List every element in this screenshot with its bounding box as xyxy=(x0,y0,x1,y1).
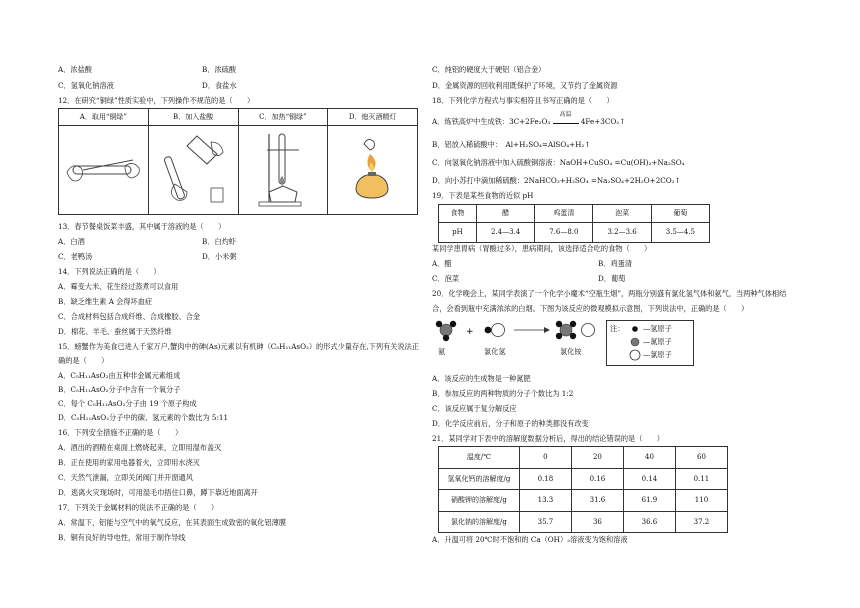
q18-option-a-products: 4Fe+3CO₂↑ xyxy=(580,117,626,126)
q20-option-d: D．化学反应前后，分子和原子的种类都没有改变 xyxy=(432,419,589,428)
add-acid-illustration xyxy=(149,126,237,214)
q19-cell: 泡菜 xyxy=(593,205,651,223)
heat-powder-illustration xyxy=(239,126,327,214)
q21-cell: 13.3 xyxy=(519,490,571,512)
equals-line xyxy=(553,123,579,124)
q21-cell: 硝酸钾的溶解度/g xyxy=(439,490,520,512)
q20-option-a: A．该反应的生成物是一种氮肥 xyxy=(432,374,531,383)
q11-option-d: D．食盐水 xyxy=(202,81,237,90)
q16-option-c: C．天然气泄漏，立即关闭阀门并开窗通风 xyxy=(58,473,193,482)
q15-option-d: D．C₅H₁₁AsO₂分子中的碳、氢元素的个数比为 5:11 xyxy=(58,413,229,422)
q21-option-a: A．升温可将 20℃时不饱和的 Ca（OH）₂溶液变为饱和溶液 xyxy=(432,535,628,544)
q21-cell: 0.11 xyxy=(675,469,727,490)
q21-cell: 36 xyxy=(571,512,623,533)
q21-cell: 氯化钠的溶解度/g xyxy=(439,512,520,533)
q18-reaction-arrow xyxy=(553,111,579,124)
label-hydrogen-chloride: 氯化氢 xyxy=(484,347,506,356)
q13-option-c: C．老鸭汤 xyxy=(58,252,93,261)
q19-cell: pH xyxy=(439,223,477,243)
q19-cell: 7.6—8.0 xyxy=(535,223,593,243)
q20-stem-line1: 20．化学晚会上，某同学表演了一个化学小魔术“空瓶生烟”，两瓶分别盛有氯化氢气体和氨气，当两种气体相结 xyxy=(432,289,787,298)
q19-cell: 3.2—3.6 xyxy=(593,223,651,243)
q12-image-c xyxy=(238,126,328,215)
take-powder-illustration xyxy=(59,126,147,214)
q21-cell: 0.16 xyxy=(571,469,623,490)
legend-nitrogen: —氮原子 xyxy=(643,337,672,346)
q21-stem: 21．某同学对下表中的溶解度数据分析后，得出的结论错误的是（ ） xyxy=(432,434,664,443)
q19-cell: 3.5—4.5 xyxy=(651,223,709,243)
q13-option-a: A．白酒 xyxy=(58,237,85,246)
alcohol-lamp-illustration xyxy=(328,126,416,214)
svg-text:+: + xyxy=(466,327,474,337)
q18-stem: 18．下列化学方程式与事实相符且书写正确的是（ ） xyxy=(432,96,614,105)
q19-cell: 2.4—3.4 xyxy=(476,223,534,243)
q19-cell: 葡萄 xyxy=(651,205,709,223)
q21-cell: 31.6 xyxy=(571,490,623,512)
q19-cell: 鸡蛋清 xyxy=(535,205,593,223)
q21-header-cell: 20 xyxy=(571,447,623,469)
q21-solubility-table xyxy=(438,446,728,533)
q18-option-b: B．铝放入稀硫酸中： Al+H₂SO₄=AlSO₄+H₂↑ xyxy=(432,140,591,149)
q21-cell: 37.2 xyxy=(675,512,727,533)
q20-option-b: B．参加反应的两种物质的分子个数比为 1:2 xyxy=(432,389,574,398)
q15-option-b: B．C₅H₁₁AsO₂分子中含有一个氧分子 xyxy=(58,385,181,394)
q12-header-d: D．熄灭酒精灯 xyxy=(328,109,418,126)
q12-header-b: B．加入盐酸 xyxy=(148,109,238,126)
q21-cell: 61.9 xyxy=(623,490,675,512)
q19-stem: 19．下表是某些食物的近似 pH xyxy=(432,191,534,200)
q15-option-a: A．C₅H₁₁AsO₂由五种非金属元素组成 xyxy=(58,371,181,380)
q16-option-b: B．正在使用的家用电器着火，立即用水浇灭 xyxy=(58,458,200,467)
q12-image-d xyxy=(328,126,418,215)
q17-option-d: D．金属资源的回收利用既保护了环境，又节约了金属资源 xyxy=(432,81,618,90)
q20-option-c: C．该反应属于复分解反应 xyxy=(432,404,517,413)
q20-stem-line2: 合，会看到瓶中充满浓浓的白烟。下图为该反应的微观模拟示意图，下列说法中，正确的是（ ） xyxy=(432,304,749,313)
q20-reaction-diagram xyxy=(432,318,782,362)
q17-option-c: C．纯铝的硬度大于硬铝（铝合金） xyxy=(432,65,546,74)
q13-option-d: D．小米粥 xyxy=(202,252,237,261)
q13-option-b: B．白灼虾 xyxy=(202,237,237,246)
q12-table xyxy=(58,108,418,215)
q21-cell: 0.14 xyxy=(623,469,675,490)
q21-cell: 36.6 xyxy=(623,512,675,533)
q19-option-b: B．鸡蛋清 xyxy=(598,259,633,268)
q12-header-a: A．取用“铜绿” xyxy=(59,109,149,126)
label-ammonium-chloride: 氯化铵 xyxy=(560,347,582,356)
q18-option-c: C．向氢氧化钠溶液中加入硫酸铜溶液：NaOH+CuSO₄ =Cu(OH)₂+Na₂SO₄ xyxy=(432,158,685,167)
q14-option-b: B．缺乏维生素 A 会得坏血症 xyxy=(58,297,153,306)
q14-option-d: D．棉花、羊毛、蚕丝属于天然纤维 xyxy=(58,327,172,336)
q18-condition-label: 高温 xyxy=(559,111,572,118)
q18-option-d: D．向小苏打中滴加稀硫酸：2NaHCO₃+H₂SO₄ =Na₂SO₄+2H₂O+2CO₂↑ xyxy=(432,176,681,185)
label-ammonia: 氨 xyxy=(438,347,446,356)
q11-option-c: C．氢氧化钠溶液 xyxy=(58,81,114,90)
q19-ph-table xyxy=(438,204,710,243)
q21-cell: 35.7 xyxy=(519,512,571,533)
legend-title: 注： xyxy=(610,324,625,333)
q17-option-b: B．铜有良好的导电性，常用于制作导线 xyxy=(58,533,186,542)
q15-option-c: C．每个 C₅H₁₁AsO₂分子由 19 个原子构成 xyxy=(58,399,197,408)
q18-option-a xyxy=(432,111,626,126)
q21-header-cell: 40 xyxy=(623,447,675,469)
q18-option-a-reactants: A．炼铁高炉中生成铁：3C+2Fe₂O₃ xyxy=(432,117,551,126)
q14-option-a: A．霉变大米、花生经过蒸煮可以食用 xyxy=(58,282,179,291)
q17-option-a: A．常温下，铝能与空气中的氧气反应，在其表面生成致密的氧化铝薄膜 xyxy=(58,518,287,527)
q13-stem: 13．春节餐桌饭菜丰盛，其中属于溶液的是（ ） xyxy=(58,222,226,231)
q15-stem-line2: 确的是（ ） xyxy=(58,356,109,365)
q11-option-b: B．浓硫酸 xyxy=(202,65,237,74)
q14-option-c: C．合成材料包括合成纤维、合成橡胶、合金 xyxy=(58,312,201,321)
q21-cell: 110 xyxy=(675,490,727,512)
legend-chlorine: —氯原子 xyxy=(643,350,672,359)
q21-cell: 氢氧化钙的溶解度/g xyxy=(439,469,520,490)
q12-image-a xyxy=(59,126,149,215)
legend-hydrogen: —氢原子 xyxy=(643,324,672,333)
legend-atom-icons xyxy=(629,322,641,362)
q16-option-d: D．逃离火灾现场时，可用湿毛巾捂住口鼻，蹲下靠近地面离开 xyxy=(58,488,258,497)
q19-option-a: A．醋 xyxy=(432,259,452,268)
q21-header-cell: 温度/℃ xyxy=(439,447,520,469)
q11-option-a: A．浓盐酸 xyxy=(58,65,92,74)
q19-cell: 食物 xyxy=(439,205,477,223)
q15-stem-line1: 15．螃蟹作为美食已进入千家万户,蟹肉中的砷(As)元素以有机砷（C₅H₁₁AsO₂）的形式少量存在,下列有关说法正 xyxy=(58,342,419,351)
q16-option-a: A．酒出的酒精在桌面上燃烧起来，立即用湿布盖灭 xyxy=(58,443,222,452)
q16-stem: 16．下列安全措施不正确的是（ ） xyxy=(58,428,183,437)
q14-stem: 14．下列说法正确的是（ ） xyxy=(58,267,161,276)
q17-stem: 17．下列关于金属材料的说法不正确的是（ ） xyxy=(58,503,219,512)
q21-header-cell: 0 xyxy=(519,447,571,469)
q19-followup: 某同学患胃病（胃酸过多），患病期间，该选择适合吃的食物（ ） xyxy=(432,244,652,253)
atom-legend xyxy=(606,320,694,366)
q21-cell: 0.18 xyxy=(519,469,571,490)
q12-header-c: C．加热“铜绿” xyxy=(238,109,328,126)
q19-option-c: C．泡菜 xyxy=(432,274,460,283)
q12-stem: 12．在研究“铜绿”性质实验中，下列操作不规范的是（ ） xyxy=(58,96,255,105)
q21-header-cell: 60 xyxy=(675,447,727,469)
q12-image-b xyxy=(148,126,238,215)
q19-option-d: D．葡萄 xyxy=(598,274,626,283)
q19-cell: 醋 xyxy=(476,205,534,223)
